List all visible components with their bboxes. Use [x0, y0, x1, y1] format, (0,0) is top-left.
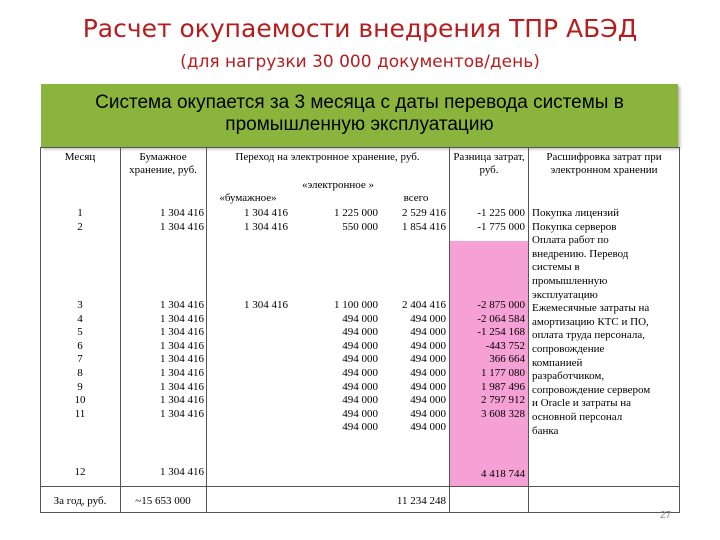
electronic-cell: 550 000	[342, 220, 378, 233]
table-divider	[528, 147, 529, 513]
header-total-sub: всего	[403, 192, 429, 204]
electronic-cell: 494 000	[342, 339, 378, 352]
page-number: 27	[660, 510, 672, 521]
decode-line: системы в	[532, 261, 580, 274]
total-cell: 494 000	[410, 339, 446, 352]
trans-paper-column	[208, 299, 288, 313]
diff-cell: -1 225 000	[477, 207, 525, 219]
decode-line: эксплуатацию	[532, 288, 598, 301]
month-cell: 1	[77, 207, 83, 219]
header-paper-sub: «бумажное»	[219, 192, 277, 204]
table-divider	[40, 486, 680, 487]
decode-line: Оплата работ по	[532, 234, 609, 247]
decode-line: промышленную	[532, 274, 608, 287]
total-cell: 494 000	[410, 366, 446, 379]
paper-cell: 1 304 416	[160, 407, 204, 420]
paper-cell: 1 304 416	[160, 326, 204, 339]
electronic-column	[294, 299, 378, 435]
month-cell: 3	[77, 299, 83, 311]
annual-paper: ~15 653 000	[135, 495, 191, 507]
paper-cell: 1 304 416	[160, 312, 204, 325]
trans-paper-cell: 1 304 416	[244, 207, 288, 219]
month-cell: 9	[77, 380, 83, 393]
paper-cell: 1 304 416	[160, 207, 204, 219]
diff-cell: -443 752	[485, 339, 525, 352]
total-cell: 494 000	[410, 353, 446, 366]
total-cell: 2 529 416	[402, 207, 446, 219]
month-cell: 2	[77, 220, 83, 233]
decode-line: основной персонал	[532, 410, 623, 423]
decode-line: оплата труда персонала,	[532, 329, 646, 342]
month-cell: 7	[77, 353, 83, 366]
month-cell: 12	[74, 466, 86, 478]
decode-line: и Oracle и затраты на	[532, 397, 632, 410]
diff-cell: 4 418 744	[481, 468, 525, 480]
decode-column	[532, 207, 678, 438]
diff-cell: -2 064 584	[477, 312, 525, 325]
diff-cell: -2 875 000	[477, 299, 525, 311]
total-cell: 494 000	[410, 394, 446, 407]
paper-column	[122, 207, 204, 234]
month-cell: 6	[77, 339, 83, 352]
decode-line: Покупка лицензий	[532, 207, 619, 219]
month-cell: 8	[77, 366, 83, 379]
diff-cell: -1 775 000	[477, 220, 525, 233]
paper-cell: 1 304 416	[160, 299, 204, 311]
month-column	[42, 299, 118, 421]
total-cell: 494 000	[410, 380, 446, 393]
trans-paper-column	[208, 207, 288, 234]
electronic-column	[294, 207, 378, 234]
trans-paper-cell: 1 304 416	[244, 220, 288, 233]
month-cell: 4	[77, 312, 83, 325]
total-cell: 1 854 416	[402, 220, 446, 233]
header-diff: Разница затрат, руб.	[453, 151, 525, 176]
banner-text: Система окупается за 3 месяца с даты перевода системы в промышленную эксплуатацию	[95, 92, 624, 135]
paper-cell: 1 304 416	[160, 339, 204, 352]
month-cell: 11	[74, 407, 86, 420]
paper-cell: 1 304 416	[160, 380, 204, 393]
month-column	[42, 207, 118, 234]
header-decode: Расшифровка затрат при электронном хранении	[546, 151, 662, 176]
table-divider	[449, 147, 450, 513]
electronic-cell: 494 000	[342, 380, 378, 393]
annual-label: За год, руб.	[53, 495, 107, 507]
decode-line: амортизацию КТС и ПО,	[532, 315, 649, 328]
header-month: Месяц	[64, 151, 96, 163]
table-divider	[206, 147, 207, 513]
paper-column	[122, 299, 204, 421]
electronic-cell: 494 000	[342, 326, 378, 339]
decode-line: внедрению. Перевод	[532, 247, 629, 260]
decode-line: разработчиком,	[532, 370, 605, 383]
total-cell: 494 000	[410, 326, 446, 339]
diff-cell: -1 254 168	[477, 326, 525, 339]
annual-total: 11 234 248	[396, 495, 446, 507]
electronic-cell: 494 000	[342, 394, 378, 407]
total-column	[382, 207, 446, 234]
diff-column	[451, 207, 525, 234]
decode-line: Ежемесячные затраты на	[532, 302, 650, 315]
total-cell: 494 000	[410, 407, 446, 420]
header-paper: Бумажное хранение, руб.	[129, 151, 197, 176]
table-divider	[120, 147, 121, 513]
total-cell: 2 404 416	[402, 299, 446, 311]
diff-cell: 366 664	[489, 353, 525, 366]
slide-subtitle: (для нагрузки 30 000 документов/день)	[180, 52, 540, 72]
paper-cell: 1 304 416	[160, 394, 204, 407]
payback-banner	[41, 84, 678, 147]
diff-cell: 1 987 496	[481, 380, 525, 393]
electronic-cell: 494 000	[342, 366, 378, 379]
diff-cell: 3 608 328	[481, 407, 525, 420]
decode-line: сопровождение	[532, 342, 605, 355]
month-cell: 10	[74, 394, 86, 407]
total-column	[382, 299, 446, 435]
decode-line: Покупка серверов	[532, 220, 617, 233]
total-cell: 494 000	[410, 312, 446, 325]
month-cell: 5	[77, 326, 83, 339]
diff-column	[451, 299, 525, 421]
header-transition: Переход на электронное хранение, руб.	[235, 151, 420, 163]
decode-line: компанией	[532, 356, 583, 369]
decode-line: банка	[532, 424, 559, 437]
electronic-cell: 1 100 000	[334, 299, 378, 311]
paper-cell: 1 304 416	[160, 220, 204, 233]
header-electronic-sub: «электронное »	[301, 179, 375, 191]
slide-title: Расчет окупаемости внедрения ТПР АБЭД	[82, 14, 638, 43]
diff-cell: 2 797 912	[481, 394, 525, 407]
electronic-cell: 494 000	[342, 421, 378, 434]
diff-cell: 1 177 080	[481, 366, 525, 379]
electronic-cell: 494 000	[342, 312, 378, 325]
trans-paper-cell: 1 304 416	[244, 299, 288, 311]
decode-line: сопровождение сервером	[532, 383, 651, 396]
electronic-cell: 1 225 000	[334, 207, 378, 219]
electronic-cell: 494 000	[342, 353, 378, 366]
paper-cell: 1 304 416	[160, 353, 204, 366]
total-cell: 494 000	[410, 421, 446, 434]
paper-cell: 1 304 416	[160, 366, 204, 379]
electronic-cell: 494 000	[342, 407, 378, 420]
paper-cell: 1 304 416	[160, 466, 204, 478]
